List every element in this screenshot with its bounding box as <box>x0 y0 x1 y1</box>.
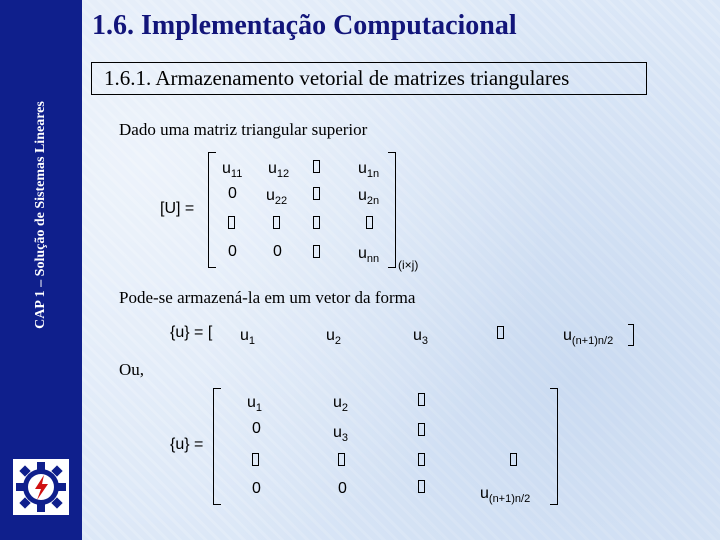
row-vector-item: $u_3$ <box>413 327 429 348</box>
column-vector-cell <box>418 478 425 496</box>
matrix-u-right-bracket <box>388 152 396 268</box>
matrix-u-cell: $u_{11}$ <box>222 160 243 181</box>
row-vector-item: $u_2$ <box>326 327 342 348</box>
column-vector-cell: 0 <box>252 420 261 437</box>
matrix-u-cell <box>313 214 320 232</box>
matrix-u-cell <box>313 243 320 261</box>
column-vector-left-bracket <box>213 388 221 505</box>
column-vector-cell <box>418 391 425 409</box>
matrix-u-cell <box>228 214 235 232</box>
column-vector-cell: $u_1$ <box>247 394 263 415</box>
matrix-u-cell: $u_{2n}$ <box>358 187 380 208</box>
row-vector-item: $u_1$ <box>240 327 256 348</box>
row-vector-lhs: {u} = [ <box>170 324 213 341</box>
column-vector-cell <box>418 421 425 439</box>
column-vector-cell <box>510 451 517 469</box>
matrix-u-lhs: [U] = <box>160 200 195 217</box>
matrix-u-cell: $u_{22}$ <box>266 187 288 208</box>
chapter-label: CAP 1 – Solução de Sistemas Lineares <box>33 101 48 329</box>
section-subtitle: 1.6.1. Armazenamento vetorial de matrizes triangulares <box>91 62 647 95</box>
matrix-u-cell: $u_{12}$ <box>268 160 290 181</box>
matrix-u-cell: $u_{1n}$ <box>358 160 380 181</box>
row-vector-item: $u_{(n+1)n/2}$ <box>563 327 614 348</box>
university-gear-logo-icon <box>13 459 69 515</box>
row-vector-right-bracket <box>628 324 634 346</box>
column-vector-cell: $u_{(n+1)n/2}$ <box>480 485 531 506</box>
column-vector-cell <box>338 451 345 469</box>
matrix-u-cell <box>313 185 320 203</box>
matrix-u-cell <box>366 214 373 232</box>
column-vector-cell: 0 <box>252 480 261 497</box>
paragraph-given-matrix: Dado uma matriz triangular superior <box>119 120 368 139</box>
column-vector-right-bracket <box>550 388 558 505</box>
column-vector-cell <box>418 451 425 469</box>
column-vector-cell: 0 <box>338 480 347 497</box>
sidebar <box>0 0 82 540</box>
paragraph-vector-form: Pode-se armazená-la em um vetor da forma <box>119 288 416 307</box>
matrix-u-dimension: (i×j) <box>398 258 419 272</box>
slide-title: 1.6. Implementação Computacional <box>92 10 517 41</box>
paragraph-or: Ou, <box>119 360 145 379</box>
column-vector-lhs: {u} = <box>170 436 204 453</box>
row-vector-item <box>497 324 504 342</box>
column-vector-cell: $u_3$ <box>333 424 349 445</box>
column-vector-cell: $u_2$ <box>333 394 349 415</box>
matrix-u-cell: $u_{nn}$ <box>358 245 380 266</box>
matrix-u-cell: 0 <box>273 243 282 260</box>
matrix-u-cell: 0 <box>228 243 237 260</box>
column-vector-cell <box>252 451 259 469</box>
matrix-u-left-bracket <box>208 152 216 268</box>
matrix-u-cell <box>273 214 280 232</box>
matrix-u-cell: 0 <box>228 185 237 202</box>
matrix-u-cell <box>313 158 320 176</box>
